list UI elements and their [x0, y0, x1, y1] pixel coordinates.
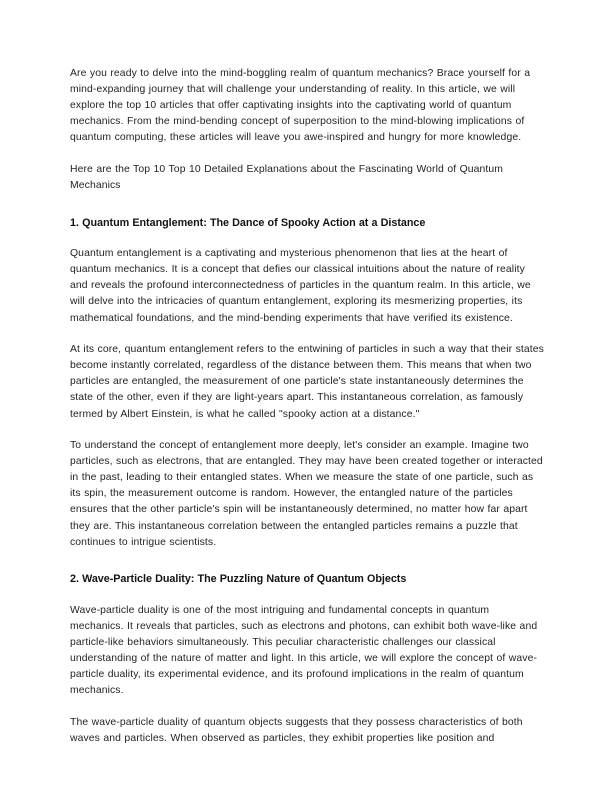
list-lead-in-paragraph: Here are the Top 10 Top 10 Detailed Explanations about the Fascinating World of Quantum Mechanics: [70, 163, 504, 192]
section-2-paragraph-2: The wave-particle duality of quantum objects suggests that they possess characteristics of both waves and particles. When observed as particles, they exhibit properties like position and: [70, 716, 523, 744]
section-heading-2: 2. Wave-Particle Duality: The Puzzling Nature of Quantum Objects: [70, 573, 407, 586]
section-1-paragraph-2: At its core, quantum entanglement refers to the entwining of particles in such a way that their states become instantly correlated, regardless of the distance between them. This means that when two particles are entangled, the measurement of one particle's state instantaneously determines the state of the other, even if they are light-years apart. This instantaneous correlation, as famously termed by Albert Einstein, is what he called "spooky action at a distance.": [70, 344, 544, 420]
section-heading-1: 1. Quantum Entanglement: The Dance of Spooky Action at a Distance: [70, 216, 426, 229]
section-1-paragraph-3: To understand the concept of entanglement more deeply, let's consider an example. Imagine two particles, such as electrons, that are entangled. They may have been created together or interacted in the past, leading to their entangled states. When we measure the state of one particle, such as its spin, the measurement outcome is random. However, the entangled nature of the particles ensures that the other particle's spin will be instantaneously determined, no matter how far apart they are. This instantaneous correlation between the entangled particles remains a puzzle that continues to intrigue scientists.: [70, 440, 543, 548]
intro-paragraph: Are you ready to delve into the mind-boggling realm of quantum mechanics? Brace yourself for a mind-expanding journey that will challenge your understanding of reality. In this article, we will explore the top 10 articles that offer captivating insights into the captivating world of quantum mechanics. From the mind-bending concept of superposition to the mind-blowing implications of quantum computing, these articles will leave you awe-inspired and hungry for more knowledge.: [70, 68, 531, 144]
section-1-paragraph-1: Quantum entanglement is a captivating and mysterious phenomenon that lies at the heart of quantum mechanics. It is a concept that defies our classical intuitions about the nature of reality and reveals the profound interconnectedness of particles in the quantum realm. In this article, we will delve into the intricacies of quantum entanglement, exploring its mesmerizing properties, its mathematical foundations, and the mind-bending experiments that have verified its existence.: [70, 248, 531, 324]
document-body: [70, 66, 544, 747]
section-2-paragraph-1: Wave-particle duality is one of the most intriguing and fundamental concepts in quantum mechanics. It reveals that particles, such as electrons and photons, can exhibit both wave-like and particle-like behaviors simultaneously. This peculiar characteristic challenges our classical understanding of the nature of matter and light. In this article, we will explore the concept of wave-particle duality, its experimental evidence, and its profound implications in the realm of quantum mechanics.: [70, 604, 538, 697]
